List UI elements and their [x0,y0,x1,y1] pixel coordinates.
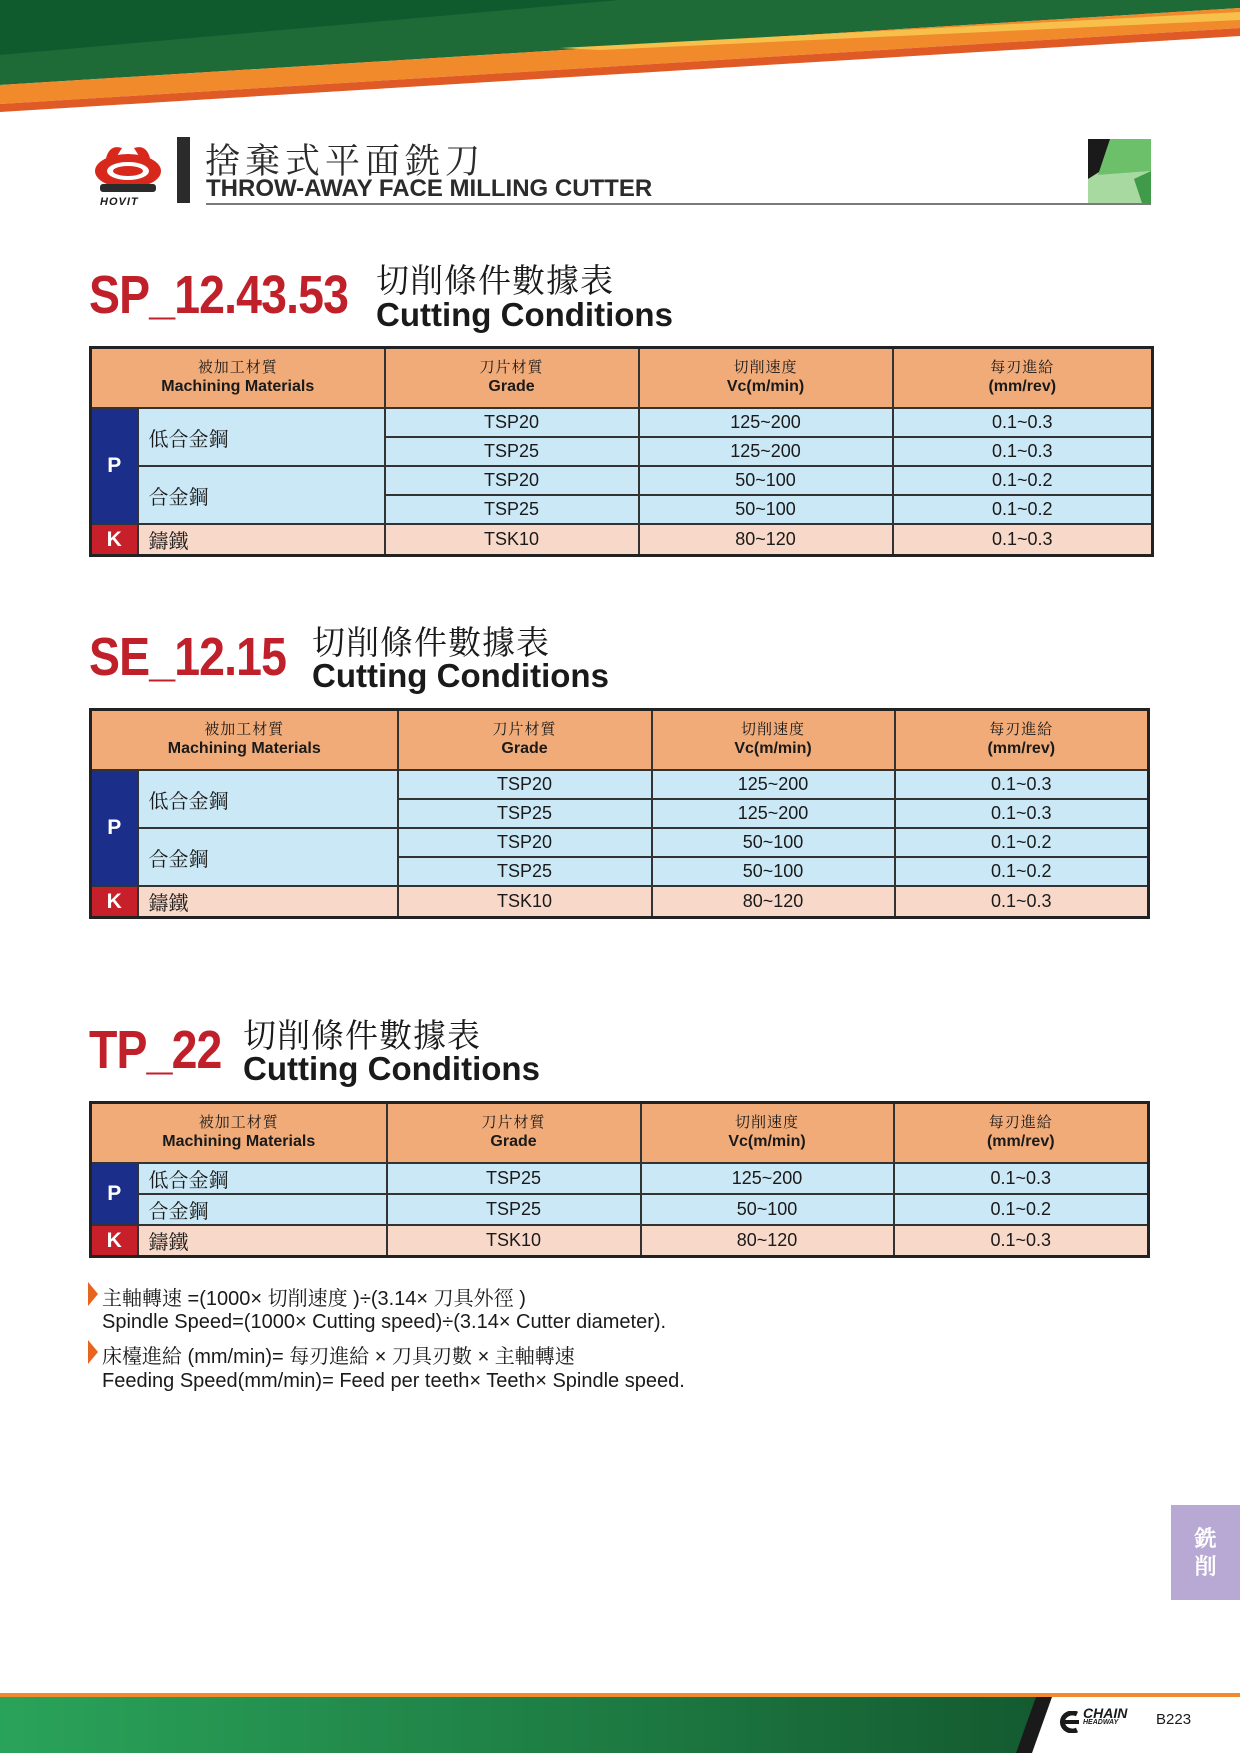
feed-cell: 0.1~0.3 [895,886,1149,918]
grade-cell: TSP20 [398,828,652,857]
speed-cell: 80~120 [639,524,893,556]
header-feed-per-tooth: 每刃進給 (mm/rev) [895,710,1149,771]
iso-code-p: P [91,408,138,524]
grade-cell: TSK10 [398,886,652,918]
material-name: 合金鋼 [138,828,398,886]
table-row [91,466,1153,495]
speed-cell: 80~120 [652,886,895,918]
iso-code-k: K [91,1225,138,1257]
page-title-cn: 捨棄式平面銑刀 [205,142,486,181]
speed-cell: 125~200 [639,437,893,466]
feed-cell: 0.1~0.3 [895,799,1149,828]
grade-cell: TSK10 [387,1225,641,1257]
grade-cell: TSP25 [398,799,652,828]
feed-cell: 0.1~0.3 [894,1163,1149,1194]
spindle-formula-cn: 主軸轉速 =(1000× 切削速度 )÷(3.14× 刀具外徑 ) [102,1288,526,1310]
speed-cell: 125~200 [641,1163,894,1194]
section-title-en: Cutting Conditions [243,1050,540,1087]
header-machining-materials: 被加工材質 Machining Materials [91,348,385,409]
feed-cell: 0.1~0.3 [893,408,1153,437]
header-feed-per-tooth: 每刃進給 (mm/rev) [893,348,1153,409]
material-name: 鑄鐵 [138,524,385,556]
cutting-conditions-table [89,1101,1150,1258]
table-row [91,828,1149,857]
header-grade: 刀片材質 Grade [385,348,639,409]
feed-formula-en: Feeding Speed(mm/min)= Feed per teeth× Teeth× Spindle speed. [102,1370,685,1392]
section-title-cn: 切削條件數據表 [243,1017,481,1054]
speed-cell: 125~200 [652,770,895,799]
section-code: SE_12.15 [89,627,287,687]
feed-cell: 0.1~0.3 [893,524,1153,556]
chain-headway-logo-icon [1053,1711,1081,1733]
feed-cell: 0.1~0.3 [895,770,1149,799]
feed-cell: 0.1~0.2 [895,857,1149,886]
iso-code-k: K [91,524,138,556]
cutter-corner-icon [1088,139,1151,203]
footer-brand-line1: CHAIN [1083,1705,1128,1721]
page-number: B223 [1156,1711,1192,1728]
table-row [91,408,1153,437]
speed-cell: 50~100 [639,495,893,524]
footer-brand-line2: HEADWAY [1083,1719,1119,1726]
speed-cell: 50~100 [639,466,893,495]
table-row [91,770,1149,799]
iso-code-p: P [91,1163,138,1225]
speed-cell: 50~100 [652,857,895,886]
header-grade: 刀片材質 Grade [398,710,652,771]
cutting-conditions-table [89,346,1154,557]
grade-cell: TSP25 [387,1163,641,1194]
grade-cell: TSP20 [398,770,652,799]
header-machining-materials: 被加工材質 Machining Materials [91,1103,387,1164]
table-row [91,886,1149,918]
header-feed-per-tooth: 每刃進給 (mm/rev) [894,1103,1149,1164]
title-rule [206,203,1151,205]
cutting-conditions-table [89,708,1150,919]
header-cutting-speed: 切削速度 Vc(m/min) [641,1103,894,1164]
section-side-tab[interactable] [1171,1505,1240,1600]
section-title-cn: 切削條件數據表 [376,262,614,299]
grade-cell: TSP25 [398,857,652,886]
material-name: 低合金鋼 [138,1163,387,1194]
speed-cell: 50~100 [641,1194,894,1225]
section-code: SP_12.43.53 [89,265,349,325]
header-cutting-speed: 切削速度 Vc(m/min) [652,710,895,771]
feed-cell: 0.1~0.2 [895,828,1149,857]
bullet-arrow-icon [88,1282,98,1306]
material-name: 合金鋼 [138,466,385,524]
spindle-formula-en: Spindle Speed=(1000× Cutting speed)÷(3.14× Cutter diameter). [102,1311,667,1333]
feed-formula-cn: 床檯進給 (mm/min)= 每刃進給 × 刀具刃數 × 主軸轉速 [102,1346,575,1368]
hovit-logo-icon [92,138,164,198]
side-tab-char-2: 削 [1194,1554,1217,1579]
section-title-cn: 切削條件數據表 [312,624,550,661]
feed-cell: 0.1~0.3 [894,1225,1149,1257]
footer-brand [1083,1707,1127,1727]
page-title-en: THROW-AWAY FACE MILLING CUTTER [206,175,653,202]
table-header-row [91,348,1153,409]
table-row [91,1225,1149,1257]
table-header-row [91,710,1149,771]
bullet-arrow-icon [88,1340,98,1364]
section-code: TP_22 [89,1020,222,1080]
section-title-en: Cutting Conditions [376,296,673,333]
speed-cell: 125~200 [652,799,895,828]
section-title-en: Cutting Conditions [312,657,609,694]
grade-cell: TSP20 [385,466,639,495]
header-grade: 刀片材質 Grade [387,1103,641,1164]
table-row [91,1163,1149,1194]
top-banner [0,0,1240,120]
speed-cell: 80~120 [641,1225,894,1257]
speed-cell: 50~100 [652,828,895,857]
table-row [91,1194,1149,1225]
side-tab-char-1: 銑 [1194,1526,1217,1551]
iso-code-p: P [91,770,138,886]
material-name: 合金鋼 [138,1194,387,1225]
feed-cell: 0.1~0.3 [893,437,1153,466]
grade-cell: TSP20 [385,408,639,437]
material-name: 低合金鋼 [138,770,398,828]
material-name: 低合金鋼 [138,408,385,466]
table-header-row [91,1103,1149,1164]
feed-cell: 0.1~0.2 [894,1194,1149,1225]
table-row [91,524,1153,556]
header-cutting-speed: 切削速度 Vc(m/min) [639,348,893,409]
speed-cell: 125~200 [639,408,893,437]
material-name: 鑄鐵 [138,1225,387,1257]
grade-cell: TSP25 [387,1194,641,1225]
grade-cell: TSK10 [385,524,639,556]
title-accent-bar [177,137,190,203]
grade-cell: TSP25 [385,437,639,466]
feed-cell: 0.1~0.2 [893,495,1153,524]
material-name: 鑄鐵 [138,886,398,918]
header-machining-materials: 被加工材質 Machining Materials [91,710,398,771]
iso-code-k: K [91,886,138,918]
grade-cell: TSP25 [385,495,639,524]
brand-logo-text: HOVIT [100,196,139,208]
feed-cell: 0.1~0.2 [893,466,1153,495]
